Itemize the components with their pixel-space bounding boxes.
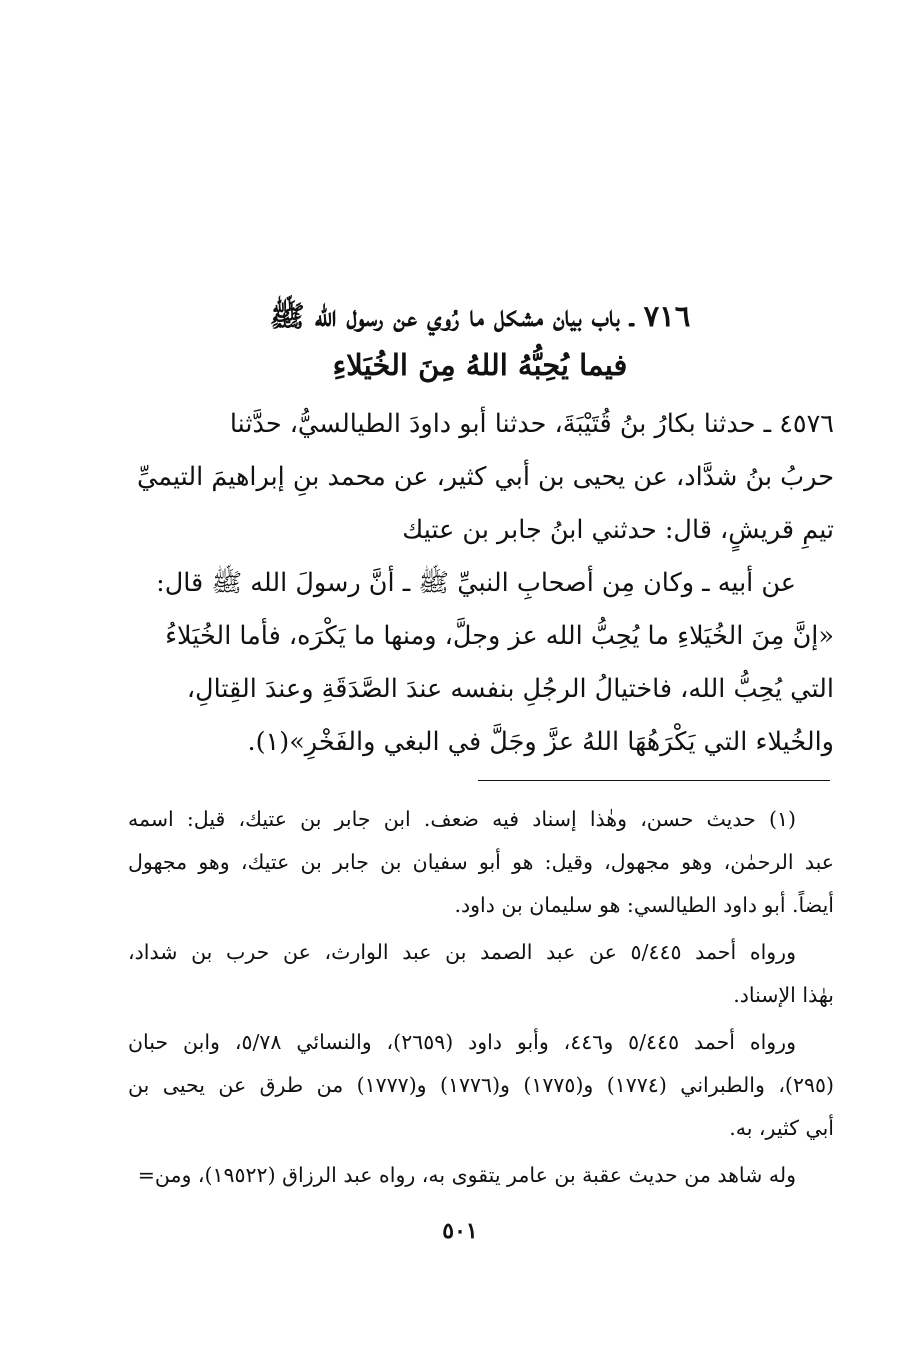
hadith-line: «إنَّ مِنَ الخُيَلاءِ ما يُحِبُّ الله عز وجلَّ، ومنها ما يَكْرَه، فأما الخُيَلاءُ (165, 621, 834, 651)
hadith-line: ٤٥٧٦ ـ حدثنا بكارُ بنُ قُتَيْبَةَ، حدثنا أبو داودَ الطيالسيُّ، حدَّثنا (229, 409, 834, 439)
footnote-line: (٢٩٥)، والطبراني (١٧٧٤) و(١٧٧٥) و(١٧٧٦) و(١٧٧٧) من طرق عن يحيى بن (128, 1073, 834, 1097)
hadith-line: التي يُحِبُّ الله، فاختيالُ الرجُلِ بنفسه عندَ الصَّدَقَةِ وعندَ القِتالِ، (186, 674, 834, 704)
footnote-line: بهٰذا الإسناد. (733, 983, 834, 1007)
hadith-line: والخُيلاء التي يَكْرَهُهَا اللهُ عزَّ وجَلَّ في البغي والفَخْرِ»(١). (247, 727, 834, 757)
hadith-line: تيمِ قريشٍ، قال: حدثني ابنُ جابر بن عتيك (402, 515, 834, 545)
footnote-line: أبي كثير، به. (729, 1116, 834, 1140)
page-number: ٥٠١ (442, 1218, 478, 1244)
hadith-line: حربُ بنُ شدَّاد، عن يحيى بن أبي كثير، عن محمد بنِ إبراهيمَ التيميِّ (136, 462, 834, 492)
chapter-heading-line-2: فيما يُحِبُّهُ اللهُ مِنَ الخُيَلاءِ (332, 348, 628, 382)
footnote-line: (١) حديث حسن، وهٰذا إسناد فيه ضعف. ابن جابر بن عتيك، قيل: اسمه (128, 807, 796, 831)
chapter-heading-line-1: ٧١٦ ـ باب بيان مشكل ما رُوي عن رسول الله ﷺ (269, 299, 691, 333)
chapter-heading (130, 292, 830, 390)
footnote-line: ورواه أحمد ٥/٤٤٥ عن عبد الصمد بن عبد الوارث، عن حرب بن شداد، (128, 940, 796, 964)
footnotes (128, 798, 834, 1197)
footnote-line: ورواه أحمد ٥/٤٤٥ و٤٤٦، وأبو داود (٢٦٥٩)، والنسائي ٥/٧٨، وابن حبان (128, 1030, 796, 1054)
hadith-line: عن أبيه ـ وكان مِن أصحابِ النبيِّ ﷺ ـ أنَّ رسولَ الله ﷺ قال: (156, 568, 796, 598)
footnote-line: أيضاً. أبو داود الطيالسي: هو سليمان بن داود. (454, 893, 834, 917)
footnote-line: وله شاهد من حديث عقبة بن عامر يتقوى به، رواه عبد الرزاق (١٩٥٢٢)، ومن= (137, 1163, 796, 1187)
footnote-divider (478, 780, 830, 781)
hadith-text (128, 398, 834, 769)
footnote-line: عبد الرحمٰن، وهو مجهول، وقيل: هو أبو سفيان بن جابر بن عتيك، وهو مجهول (128, 850, 834, 874)
